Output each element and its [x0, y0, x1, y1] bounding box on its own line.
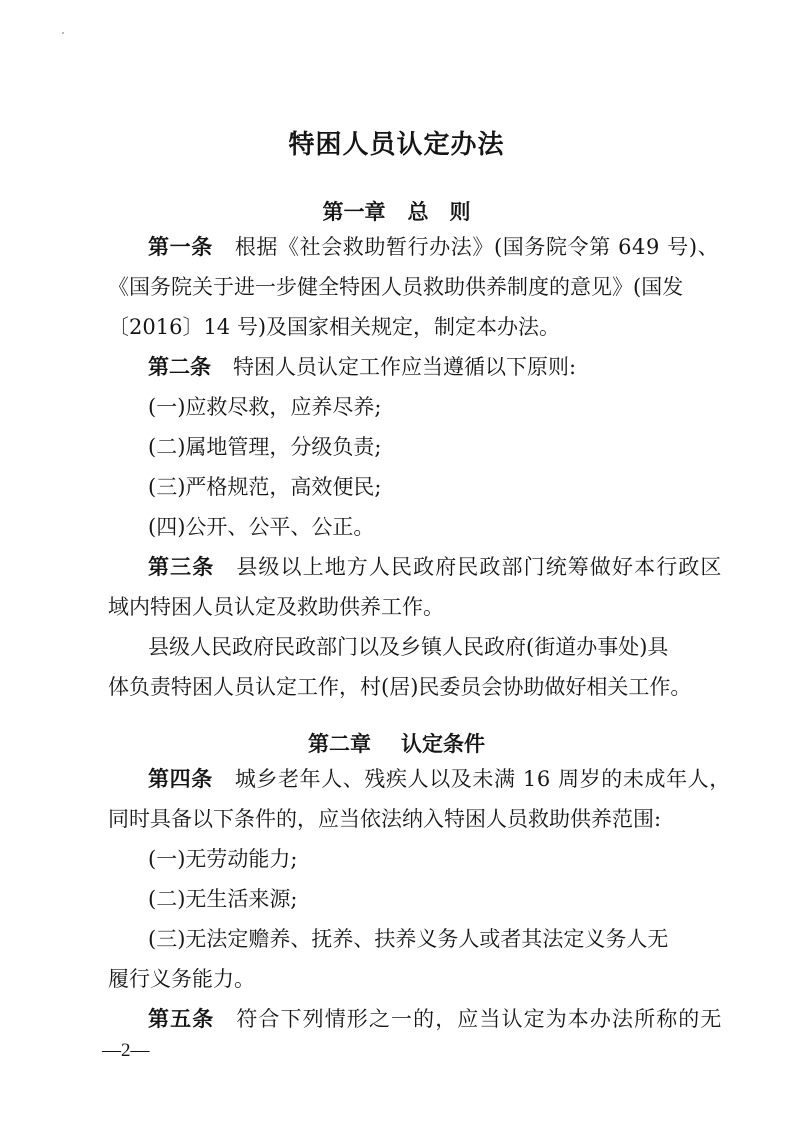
chapter-2-name: 认定条件: [401, 732, 485, 756]
article-1-line-2: 《国务院关于进一步健全特困人员救助供养制度的意见》(国发: [108, 275, 684, 299]
chapter-1-name: 总 则: [407, 200, 471, 224]
article-4-item-2: (二)无生活来源;: [148, 887, 298, 911]
article-1-line-1: [148, 232, 719, 262]
chapter-1-number: 第一章: [322, 200, 386, 224]
article-3-text-1: 县级以上地方人民政府民政部门统筹做好本行政区: [236, 555, 723, 579]
article-2-label: 第二条: [148, 355, 211, 379]
article-4-item-3: (三)无法定赡养、抚养、扶养义务人或者其法定义务人无: [148, 927, 669, 951]
article-5-text-1: 符合下列情形之一的，应当认定为本办法所称的无: [236, 1007, 723, 1031]
article-3-line-1: [148, 552, 723, 582]
article-3-line-2: 域内特困人员认定及救助供养工作。: [108, 595, 444, 619]
article-4-line-1: [148, 764, 731, 794]
article-1-label: 第一条: [148, 235, 213, 259]
document-title: 特困人员认定办法: [288, 130, 505, 160]
article-4-label: 第四条: [148, 767, 213, 791]
article-4-item-1: (一)无劳动能力;: [148, 847, 298, 871]
article-2-text: 特困人员认定工作应当遵循以下原则:: [233, 355, 577, 379]
chapter-2-number: 第二章: [308, 732, 371, 756]
article-2-item-4: (四)公开、公平、公正。: [148, 515, 375, 539]
article-2-item-1: (一)应救尽救，应养尽养;: [148, 395, 382, 419]
article-4-text-1: 城乡老年人、残疾人以及未满 16 周岁的未成年人，: [234, 767, 731, 791]
article-3-line-4: 体负责特困人员认定工作，村(居)民委员会协助做好相关工作。: [108, 675, 692, 699]
page-number: —2—: [102, 1040, 150, 1061]
article-1-text-1: 根据《社会救助暂行办法》(国务院令第 649 号)、: [234, 235, 720, 259]
scan-speck: [62, 32, 64, 34]
chapter-1-heading: [0, 196, 793, 226]
article-3-label: 第三条: [148, 555, 215, 579]
article-5-label: 第五条: [148, 1007, 215, 1031]
article-1-line-3: 〔2016〕14 号)及国家相关规定，制定本办法。: [108, 315, 561, 339]
article-3-line-3: 县级人民政府民政部门以及乡镇人民政府(街道办事处)具: [148, 635, 669, 659]
article-4-item-3-continued: 履行义务能力。: [108, 967, 255, 991]
article-2-item-2: (二)属地管理，分级负责;: [148, 435, 382, 459]
article-2-line-1: [148, 352, 576, 382]
chapter-2-heading: [0, 728, 793, 758]
article-4-line-2: 同时具备以下条件的，应当依法纳入特困人员救助供养范围:: [108, 807, 662, 831]
article-2-item-3: (三)严格规范，高效便民;: [148, 475, 382, 499]
article-5-line-1: [148, 1004, 723, 1034]
